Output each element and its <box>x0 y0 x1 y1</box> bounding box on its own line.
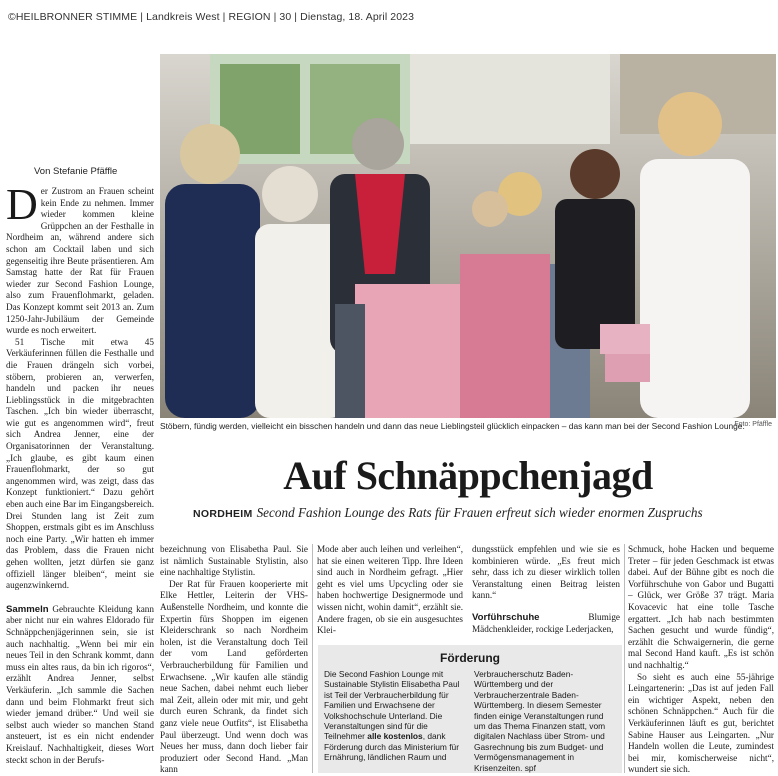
photo-caption: Stöbern, fündig werden, vielleicht ein bisschen handeln und dann das neue Lieblingsteil glücklich einpacken – das kann man bei der Second Fashion Lounge. <box>160 421 745 431</box>
headline: Auf Schnäppchenjagd <box>283 453 653 498</box>
info-box-right: Verbraucherschutz Baden-Württemberg und der Verbraucherzentrale Baden-Württemberg. In diesem Semester finden einige Veranstaltungen rund um das Thema Finanzen statt, vom digitalen Nachlass über Strom- und Gasrechnung bis zum Budget- und Vermögensmanagement in Krisenzeiten. spf <box>474 669 606 773</box>
photo-credit: Foto: Pfäffle <box>734 421 772 428</box>
article-photo <box>160 54 776 418</box>
column-2 <box>160 544 308 776</box>
col4-para-2: Blumige Mädchenkleider, rockige Lederjacken, <box>472 611 620 634</box>
col4-para: dungsstück empfehlen und wie sie es kombinieren würde. „Es freut mich sehr, dass ich zu dieser wirklich tollen Veranstaltung einen Beitrag leisten kann.“ <box>472 544 620 601</box>
col5-para-1: Schmuck, hohe Hacken und bequeme Treter – für jeden Geschmack ist etwas dabei. Auf der Bühne gibt es noch die Vorführschuhe von Gabor und Bugatti – Glück, wer Größe 37 trägt. Maria Kovacevic hat eine tolle Tasche ergattert. „Ich hab nach bestimmten Sachen gesucht und wurde fündig“, erzählt die Schwaigernerin, die gerne mal Second Hand kauft. „Es ist schön und nachhaltig.“ <box>628 544 774 670</box>
column-3 <box>317 544 463 637</box>
info-box-title: Förderung <box>440 651 500 665</box>
subheadline <box>193 505 703 521</box>
subhead-vorfuehrschuhe: Vorführschuhe <box>472 611 540 623</box>
dropcap: D <box>6 180 38 229</box>
col2-para-1: bezeichnung von Elisabetha Paul. Sie ist nämlich Sustainable Stylistin, also eine nachhaltige Stylistin. <box>160 544 308 578</box>
dateline-place: NORDHEIM <box>193 508 253 520</box>
info-box-left <box>324 669 466 763</box>
info-box-foerderung <box>318 645 622 773</box>
subheadline-text: Second Fashion Lounge des Rats für Frauen erfreut sich wieder enormen Zuspruchs <box>256 505 703 520</box>
column-divider-right <box>624 544 625 773</box>
column-divider <box>312 544 313 773</box>
photo-caption-row <box>160 421 776 431</box>
photo-illustration <box>160 54 776 418</box>
paragraph-3: Gebrauchte Kleidung kann aber nicht nur ein wahres Eldorado für Schnäppchenjägerinnen sein, sie ist auch nachhaltig. „Wenn bei mir ein neues Teil in den Schrank kommt, dann muss ein altes raus, da bin ich rigoros“, erzählt Andrea Jenner, selbst Verkäuferin. „Ich sammle die Sachen dann und beim Flohmarkt freut sich wieder jemand drüber.“ Und weil sie selbst auch wieder so manchen Stand ansteuert, ist es ein nicht endender Kreislauf. Nachhaltigkeit, dieses Wort steckt schon in der Berufs- <box>6 603 154 765</box>
info-bold: alle kostenlos <box>367 731 423 742</box>
col5-para-2: So sieht es auch eine 55-jährige Leingartenerin: „Das ist auf jeden Fall ein wichtiger Aspekt, neben den schönen Schnäppchen.“ Auch für die Verkäuferinnen läuft es gut, berichtet Sabine Hauser aus Leingarten. „Nur Handeln wollen die Leute, zumindest bei mir, komischerweise nicht“, wundert sie sich. <box>628 671 774 775</box>
col2-para-2: Der Rat für Frauen kooperierte mit Elke Hettler, Leiterin der VHS-Außenstelle Nordheim, und konnte die Expertin fürs Shoppen im eigenen Kleiderschrank so nach Nordheim holen, ist die Veranstaltung doch Teil der vom Land geförderten Verbraucherbildung für Familien und Erwachsene. „Wir kaufen alle ständig neue Sachen, dabei nehmt euch lieber mal Zeit, allein oder mit mir, und geht durch euren Schrank, da findet sich ganz viele neue Outfits“, ist Elisabetha Paul überzeugt. Und wenn doch was Neues her muss, dann doch lieber fair produziert oder Second Hand. „Man kann <box>160 578 308 775</box>
page-header: ©HEILBRONNER STIMME | Landkreis West | REGION | 30 | Dienstag, 18. April 2023 <box>8 11 415 23</box>
paragraph-2: 51 Tische mit etwa 45 Verkäuferinnen füllen die Festhalle und die Frauen drängeln sich vorbei, stöbern, probieren an, verwerfen, handeln und packen ihr neues Lieblingsstück in die mitgebrachten Taschen. „Ich bin wieder überrascht, wie gut es angenommen wird“, freut sich Andrea Jenner, eine der Organisatorinnen der Veranstaltung. „Ich glaube, es gibt kaum einen Frauenflohmarkt, der so gut angenommen wird, was zeigt, dass das Konzept funktioniert.“ Dazu gehört eben auch eine Bar im Eingangsbereich. Drei Stunden lang ist Zeit zum Shoppen, erstmals gibt es im Anschluss noch eine Party. „Wir hatten eh immer das Problem, dass die Frauen nicht gehen wollten, jetzt dürfen sie ganz offiziell länger bleiben“, meint sie augenzwinkernd. <box>6 336 154 591</box>
column-5 <box>628 544 774 776</box>
column-4 <box>472 544 620 635</box>
byline: Von Stefanie Pfäffle <box>34 166 118 177</box>
paragraph-1: er Zustrom an Frauen scheint kein Ende zu nehmen. Immer wieder kommen kleine Grüppchen an der Festhalle in Nordheim an, während andere sich schon am Cocktail laben und sich gegenseitig ihre Beute präsentieren. Am Samstag hatte der Rat für Frauen wieder zur Second Fashion Lounge, also zum Frauenflohmarkt, geladen. Das Konzept kommt seit 2013 an. Zum 1250-Jahr-Jubiläum der Gemeinde wurde es noch erweitert. <box>6 186 154 336</box>
subhead-sammeln: Sammeln <box>6 603 49 615</box>
left-column <box>6 180 154 766</box>
col3-para: Mode aber auch leihen und verleihen“, hat sie einen weiteren Tipp. Ihre Ideen sind auch in Nordheim gefragt. „Hier geht es viel ums Upcycling oder sie haben hochwertige Designermode und wissen nicht, wohin damit“, erzählt sie. Andere fragen, ob sie ein ausgesuchtes Klei- <box>317 544 463 636</box>
info-text-2: , dank Förderung durch das Ministerium für Ernährung, ländlichen Raum und <box>324 731 459 763</box>
info-text-1: Die Second Fashion Lounge mit Sustainable Stylistin Elisabetha Paul ist Teil der Verbraucherbildung für Familien und Erwachsene der Volkshochschule Unterland. Die Veranstaltungen sind für die Teilnehmer <box>324 669 460 742</box>
